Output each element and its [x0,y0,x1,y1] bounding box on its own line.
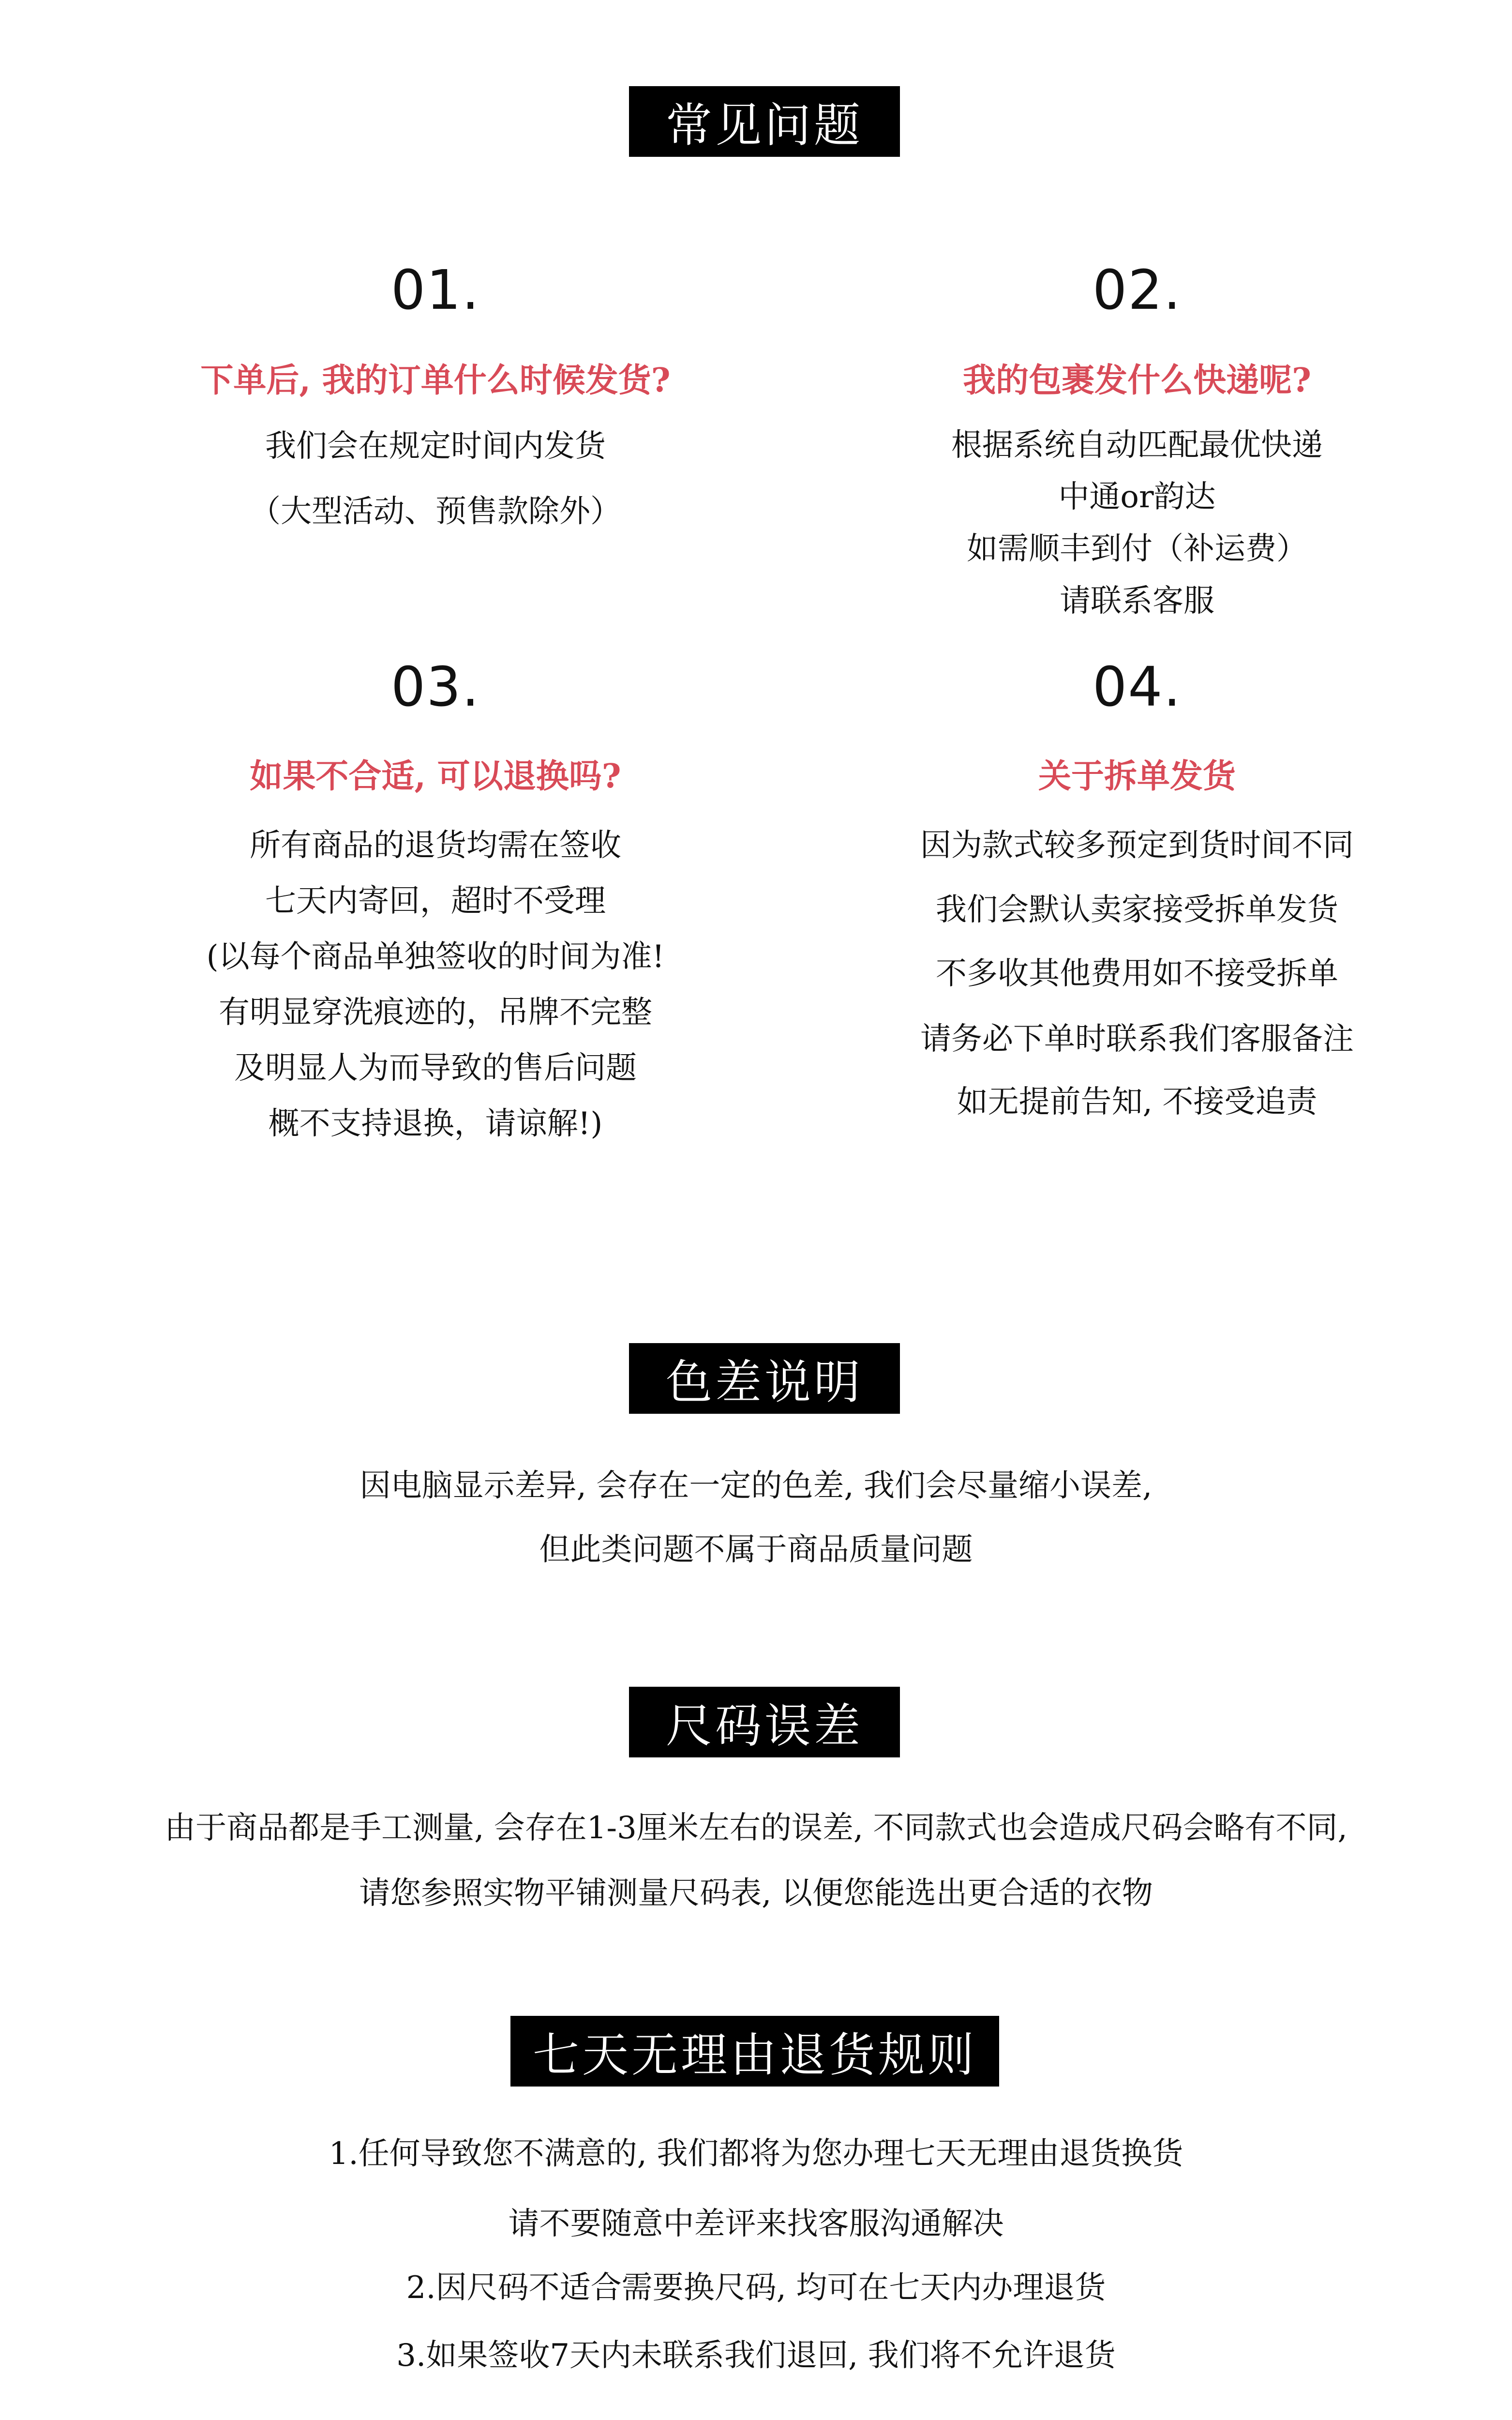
answer-line: 所有商品的退货均需在签收 [250,828,621,863]
answer-line: 概不支持退换，请谅解!) [268,1106,603,1142]
answer-line: 我们会在规定时间内发货 [265,428,606,464]
faq-number-01: 01. [390,259,480,322]
answer-line: 七天内寄回，超时不受理 [265,883,606,919]
faq-question-01: 下单后, 我的订单什么时候发货? [200,361,671,400]
faq-number-04: 04. [1092,656,1182,719]
color-diff-banner: 色差说明 [629,1343,900,1414]
size-diff-banner: 尺码误差 [629,1687,900,1757]
return-rules-line-4: 3.如果签收7天内未联系我们退回, 我们将不允许退货 [396,2338,1116,2374]
faq-number-02: 02. [1092,259,1182,322]
answer-line: 根据系统自动匹配最优快递 [951,427,1323,463]
answer-line: （大型活动、预售款除外） [250,494,621,529]
answer-line: 有明显穿洗痕迹的，吊牌不完整 [219,995,652,1030]
color-diff-line-1: 因电脑显示差异, 会存在一定的色差, 我们会尽量缩小误差, [359,1468,1153,1504]
answer-line: 及明显人为而导致的售后问题 [234,1050,637,1086]
faq-number-03: 03. [390,656,480,719]
answer-line: 如需顺丰到付（补运费） [967,531,1307,567]
answer-line: 如无提前告知, 不接受追责 [957,1084,1317,1120]
answer-line: 请联系客服 [1060,583,1214,619]
return-rules-line-3: 2.因尺码不适合需要换尺码, 均可在七天内办理退货 [406,2270,1106,2306]
size-diff-line-1: 由于商品都是手工测量, 会存在1-3厘米左右的误差, 不同款式也会造成尺码会略有不同, [165,1810,1347,1846]
answer-line: 请务必下单时联系我们客服备注 [920,1021,1354,1057]
size-diff-line-2: 请您参照实物平铺测量尺码表, 以便您能选出更合适的衣物 [359,1876,1153,1911]
answer-line: 中通or韵达 [1058,479,1216,515]
return-rules-banner: 七天无理由退货规则 [510,2016,999,2087]
faq-banner: 常见问题 [629,86,900,157]
answer-line: 因为款式较多预定到货时间不同 [920,828,1354,863]
faq-question-04: 关于拆单发货 [1038,757,1236,796]
answer-line: (以每个商品单独签收的时间为准! [206,939,665,975]
answer-line: 我们会默认卖家接受拆单发货 [936,892,1338,928]
return-rules-line-2: 请不要随意中差评来找客服沟通解决 [508,2206,1004,2242]
color-diff-line-2: 但此类问题不属于商品质量问题 [539,1532,973,1568]
faq-question-03: 如果不合适, 可以退换吗? [250,757,621,796]
return-rules-line-1: 1.任何导致您不满意的, 我们都将为您办理七天无理由退货换货 [329,2136,1183,2172]
faq-question-02: 我的包裹发什么快递呢? [963,361,1311,400]
answer-line: 不多收其他费用如不接受拆单 [936,956,1338,992]
